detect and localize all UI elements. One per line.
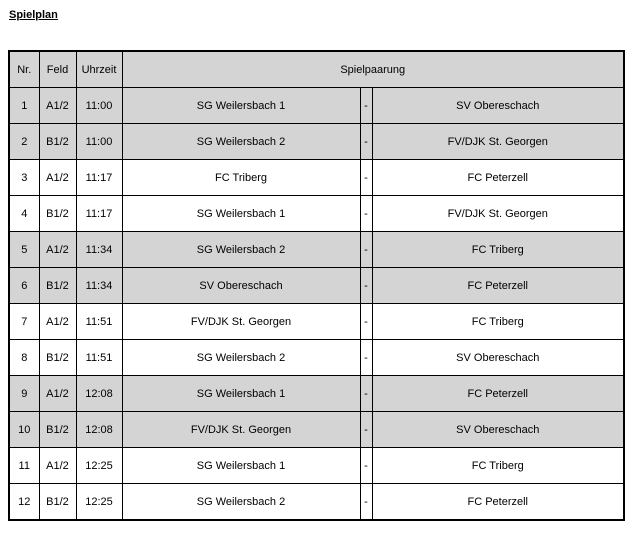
- cell-time: 11:17: [76, 196, 122, 232]
- cell-match-number: 8: [9, 340, 39, 376]
- table-row: [9, 304, 624, 340]
- cell-away-team: FC Peterzell: [372, 160, 624, 196]
- table-head: [9, 51, 624, 88]
- cell-home-team: SG Weilersbach 1: [122, 448, 360, 484]
- cell-home-team: FV/DJK St. Georgen: [122, 412, 360, 448]
- cell-match-number: 3: [9, 160, 39, 196]
- cell-field: B1/2: [39, 484, 76, 521]
- page-title: Spielplan: [9, 9, 58, 21]
- cell-separator: -: [360, 268, 372, 304]
- cell-home-team: FV/DJK St. Georgen: [122, 304, 360, 340]
- table-row: [9, 88, 624, 124]
- cell-separator: -: [360, 196, 372, 232]
- table-row: [9, 412, 624, 448]
- cell-away-team: FC Peterzell: [372, 484, 624, 521]
- column-header-feld: Feld: [39, 51, 76, 88]
- cell-separator: -: [360, 304, 372, 340]
- cell-away-team: FC Peterzell: [372, 376, 624, 412]
- cell-time: 12:25: [76, 448, 122, 484]
- cell-time: 11:17: [76, 160, 122, 196]
- cell-away-team: FC Triberg: [372, 232, 624, 268]
- cell-home-team: SG Weilersbach 2: [122, 340, 360, 376]
- cell-home-team: SG Weilersbach 2: [122, 124, 360, 160]
- cell-match-number: 11: [9, 448, 39, 484]
- cell-home-team: SV Obereschach: [122, 268, 360, 304]
- cell-match-number: 10: [9, 412, 39, 448]
- cell-away-team: SV Obereschach: [372, 340, 624, 376]
- cell-match-number: 6: [9, 268, 39, 304]
- cell-match-number: 4: [9, 196, 39, 232]
- cell-home-team: SG Weilersbach 2: [122, 484, 360, 521]
- column-header-uhrzeit: Uhrzeit: [76, 51, 122, 88]
- cell-field: B1/2: [39, 196, 76, 232]
- table-row: [9, 232, 624, 268]
- cell-time: 11:51: [76, 340, 122, 376]
- cell-field: A1/2: [39, 232, 76, 268]
- cell-separator: -: [360, 340, 372, 376]
- cell-field: B1/2: [39, 268, 76, 304]
- cell-separator: -: [360, 484, 372, 521]
- cell-home-team: SG Weilersbach 1: [122, 88, 360, 124]
- cell-time: 12:25: [76, 484, 122, 521]
- cell-home-team: SG Weilersbach 2: [122, 232, 360, 268]
- cell-home-team: SG Weilersbach 1: [122, 376, 360, 412]
- cell-home-team: FC Triberg: [122, 160, 360, 196]
- table-row: [9, 124, 624, 160]
- cell-time: 12:08: [76, 412, 122, 448]
- schedule-table-container: [8, 50, 625, 521]
- cell-separator: -: [360, 448, 372, 484]
- cell-field: B1/2: [39, 412, 76, 448]
- cell-separator: -: [360, 160, 372, 196]
- schedule-table: [8, 50, 625, 521]
- cell-field: A1/2: [39, 376, 76, 412]
- cell-away-team: FV/DJK St. Georgen: [372, 124, 624, 160]
- cell-away-team: SV Obereschach: [372, 88, 624, 124]
- cell-field: A1/2: [39, 160, 76, 196]
- table-header-row: [9, 51, 624, 88]
- table-row: [9, 448, 624, 484]
- table-row: [9, 196, 624, 232]
- cell-separator: -: [360, 376, 372, 412]
- cell-separator: -: [360, 232, 372, 268]
- cell-away-team: SV Obereschach: [372, 412, 624, 448]
- cell-time: 11:00: [76, 124, 122, 160]
- cell-match-number: 1: [9, 88, 39, 124]
- cell-time: 11:00: [76, 88, 122, 124]
- cell-away-team: FC Peterzell: [372, 268, 624, 304]
- table-row: [9, 160, 624, 196]
- cell-separator: -: [360, 412, 372, 448]
- cell-match-number: 9: [9, 376, 39, 412]
- cell-match-number: 7: [9, 304, 39, 340]
- cell-match-number: 2: [9, 124, 39, 160]
- column-header-spielpaarung: Spielpaarung: [122, 51, 624, 88]
- cell-time: 11:34: [76, 232, 122, 268]
- cell-away-team: FC Triberg: [372, 304, 624, 340]
- cell-match-number: 5: [9, 232, 39, 268]
- table-row: [9, 268, 624, 304]
- column-header-nr: Nr.: [9, 51, 39, 88]
- cell-match-number: 12: [9, 484, 39, 521]
- table-row: [9, 376, 624, 412]
- table-row: [9, 340, 624, 376]
- cell-away-team: FC Triberg: [372, 448, 624, 484]
- cell-field: B1/2: [39, 124, 76, 160]
- cell-home-team: SG Weilersbach 1: [122, 196, 360, 232]
- cell-time: 12:08: [76, 376, 122, 412]
- table-row: [9, 484, 624, 521]
- cell-field: B1/2: [39, 340, 76, 376]
- cell-separator: -: [360, 88, 372, 124]
- cell-separator: -: [360, 124, 372, 160]
- cell-away-team: FV/DJK St. Georgen: [372, 196, 624, 232]
- cell-time: 11:51: [76, 304, 122, 340]
- cell-field: A1/2: [39, 448, 76, 484]
- table-body: [9, 88, 624, 521]
- cell-time: 11:34: [76, 268, 122, 304]
- cell-field: A1/2: [39, 304, 76, 340]
- cell-field: A1/2: [39, 88, 76, 124]
